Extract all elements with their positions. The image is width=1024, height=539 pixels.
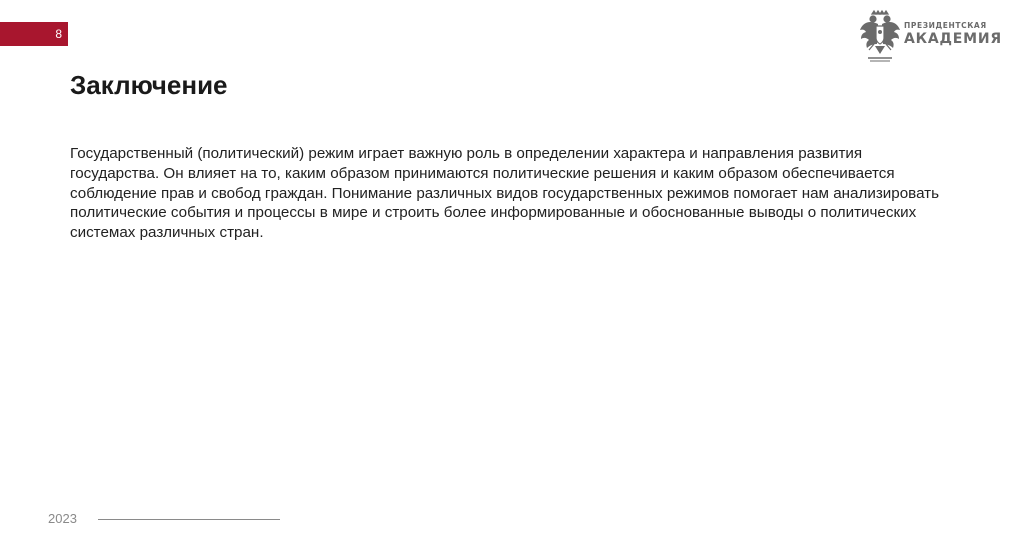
- logo-line-2: АКАДЕМИЯ: [904, 31, 1002, 47]
- logo-line-1: ПРЕЗИДЕНТСКАЯ: [904, 21, 987, 30]
- logo-text: [904, 21, 1002, 47]
- academy-logo: [858, 8, 1002, 66]
- footer-year: 2023: [48, 511, 77, 526]
- slide-title: Заключение: [70, 70, 228, 100]
- page-number-badge: [0, 22, 68, 46]
- page-number: 8: [55, 27, 62, 41]
- slide-body-text: Государственный (политический) режим играет важную роль в определении характера и направления развития государства. Он влияет на то, каким образом принимаются политические решения и каким образом обеспечивается соблюдение прав и свобод граждан. Понимание различных видов государственных режимов помогает нам анализировать политические события и процессы в мире и строить более информированные и обоснованные выводы о политических системах различных стран.: [70, 145, 940, 242]
- eagle-emblem-icon: [858, 8, 902, 66]
- footer-divider: [98, 519, 280, 520]
